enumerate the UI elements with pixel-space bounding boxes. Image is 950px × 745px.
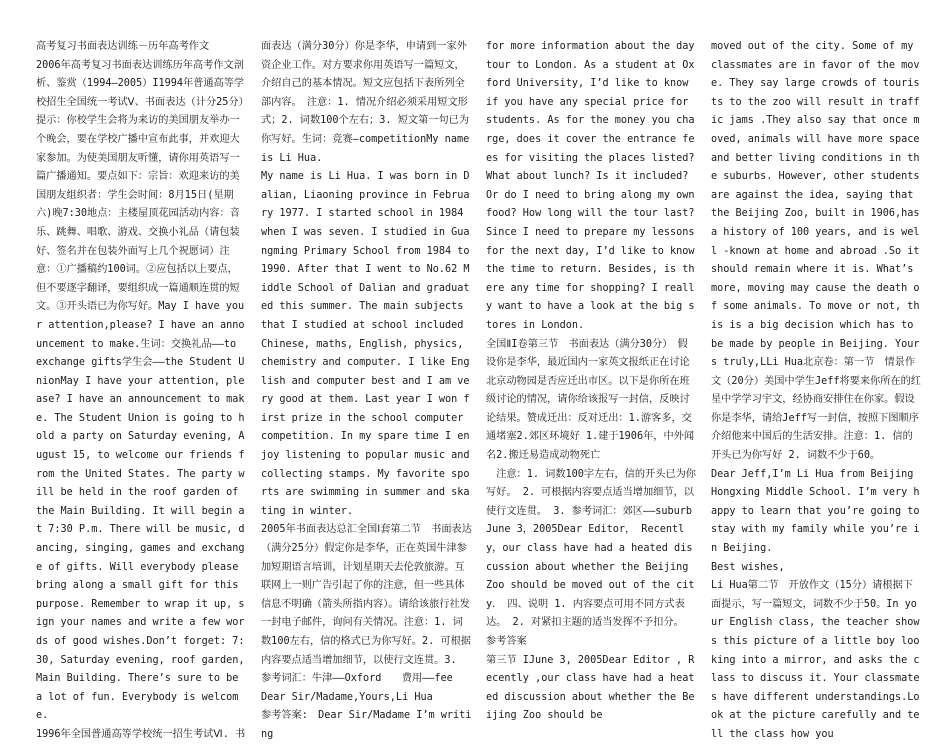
text-column-2	[261, 38, 476, 740]
paragraph: 全国ⅡI卷第三节 书面表达（满分30分） 假设你是李华，最近国内一家英文报纸正在讨论北京动物园是否应迁出市区。以下是你所在班级讨论的情况，请你给该报写一封信，反映讨论结果。赞成迁出：反对迁出：1.游客多，交通堵塞2.郊区环境好 1.建于1906年，中外闻名2.搬迁易造成动物死亡	[486, 338, 695, 462]
paragraph: 高考复习书面表达训练－历年高考作文	[36, 41, 210, 52]
paragraph: 1996年全国普通高等学校统一招生考试Ⅵ. 书	[36, 728, 246, 740]
paragraph: for more information about the day tour to London. As a student at Oxford University, I’d like to know if you have any special price for students. As for the money you charge, does it cover the entrance fees for visiting the places listed? What about lunch? Is it included? Or do I need to bring along my own food? How long will the tour last? Since I need to prepare my lessons for the next day, I’d like to know the time to return. Besides, is there any time for shopping? I really want to have a look at the big stores in London.	[486, 41, 701, 331]
paragraph: moved out of the city. Some of my classmates are in favor of the move. They say large crowds of tourists to the zoo will result in traffic jams .They also say that once moved, animals will have more space and better living conditions in the suburbs. However, other students are against the idea, saying that the Beijing Zoo, built in 1906,has a history of 100 years, and is well -known at home and abroad .So it should remain where it is. What’s more, moving may cause the death of some animals. To move or not, this is a big decision which has to be made by people in Beijing. Yours truly,LLi Hua北京卷：第一节 情景作文（20分）美国中学生Jeff将要来你所在的红星中学学习宇文，经协商安排住在你家。假设你是李华，请给Jeff写一封信，按照下图顺序介绍他来中国后的生活安排。注意：1. 信的开头已为你写好 2. 词数不少于60。	[711, 41, 926, 462]
paragraph: Dear Sir/Madame,Yours,Li Hua	[261, 691, 433, 703]
paragraph: 第三节 IJune 3, 2005Dear Editor , Recently ,our class have had a heated discussion about whether the Beijing Zoo should be	[486, 654, 695, 722]
paragraph: 注意：1. 词数100字左右，信的开头已为你写好。 2. 可根据内容要点适当增加细节，以使行文连贯。 3. 参考词汇：郊区——suburbJune 3，2005Dear Editor， Recently，our class have had a heated discussion about whether the Beijing Zoo should be moved out of the city． 四、说明 1. 内容要点可用不同方式表达。 2. 对紧扣主题的适当发挥不予扣分。	[486, 468, 696, 629]
text-column-4	[711, 38, 926, 740]
paragraph: 参考答案	[486, 636, 527, 647]
text-column-3	[486, 38, 701, 722]
text-column-1	[36, 38, 251, 740]
paragraph: Best wishes,	[711, 561, 785, 573]
paragraph: My name is Li Hua. I was born in Dalian, Liaoning province in February 1977. I started school in 1984 when I was seven. I studied in Guangming Primary School from 1984 to 1990. After that I went to No.62 Middle School of Dalian and graduated this summer. The main subjects that I studied at school included Chinese, maths, English, physics, chemistry and computer. I like English and computer best and I am very good at them. Last year I won first prize in the school computer competition. In my spare time I enjoy listening to popular music and collecting stamps. My favorite sports are swimming in summer and skating in winter.	[261, 171, 476, 517]
paragraph: 2006年高考复习书面表达训练历年高考作文剖析、鉴赏（1994—2005）I1994年普通高等学校招生全国统一考试Ⅴ、书面表达（计分25分）提示：你校学生会将为来访的美国朋友举办一个晚会，要在学校广播中宣布此事，并欢迎大家参加。为使美国朋友听懂，请你用英语写一篇广播通知。要点如下：宗旨：欢迎来访的美国朋友组织者：学生会时间：8月15日(星期六)晚7:30地点：主楼屋顶花园活动内容：音乐、跳舞、唱歌、游戏、交换小礼品（请包装好、签名并在包装外面写上几个祝愿词）注意：①广播稿约100词。②应包括以上要点，但不要逐字翻译，要组织成一篇通顺连贯的短文。③开头语已为你写好。May I have your attention,please? I have an announcement to make.生词：交换礼品——to exchange gifts学生会——the Student UnionMay I have your attention, please? I have an announcement to make. The Student Union is going to hold a party on Saturday evening, August 15, to welcome our friends from the United States. The party will be held in the roof garden of the Main Building. It will begin at 7:30 P.m. There will be music, dancing, singing, games and exchange of gifts. Will everybody please bring along a small gift for this purpose. Remember to wrap it up, sign your names and write a few words of good wishes.Don’t forget: 7:30, Saturday evening, roof garden, Main Building. There’s sure to be a lot of fun. Everybody is welcome.	[36, 59, 251, 722]
paragraph: Li Hua第二节 开放作文（15分）请根据下面提示，写一篇短文，词数不少于50。In your English class, the teacher shows this picture of a little boy looking into a mirror, and asks the class to discuss it. Your classmates have different understandings.Look at the picture carefully and tell the class how you	[711, 580, 920, 740]
paragraph: 面表达（满分30分）你是李华，申请到一家外资企业工作。对方要求你用英语写一篇短文，介绍自己的基本情况。短文应包括下表所列全部内容。 注意：1. 情况介绍必须采用短文形式；2. 词数100个左右；3. 短文第一句已为你写好。生词：竞赛—competitionMy name is Li Hua.	[261, 41, 476, 164]
paragraph: 2005年书面表达总汇全国Ⅰ套第二节 书面表达（满分25分）假定你是李华，正在英国牛津参加短期语言培训，计划星期天去伦敦旅游。互联网上一则广告引起了你的注意，但一些具体信息不明确（箭头所指内容）。请给该旅行社发一封电子邮件，询问有关情况。注意：1. 词数100左右，信的格式已为你写好。2. 可根据内容要点适当增加细节，以使行文连贯。3. 参考词汇：牛津——Oxford 费用——fee	[261, 524, 472, 685]
paragraph: 参考答案: Dear Sir/Madame I’m writing	[261, 710, 472, 740]
paragraph: Dear Jeff,I’m Li Hua from Beijing Hongxing Middle School. I’m very happy to learn that you’re going to stay with my family while you’re in Beijing.	[711, 468, 926, 555]
